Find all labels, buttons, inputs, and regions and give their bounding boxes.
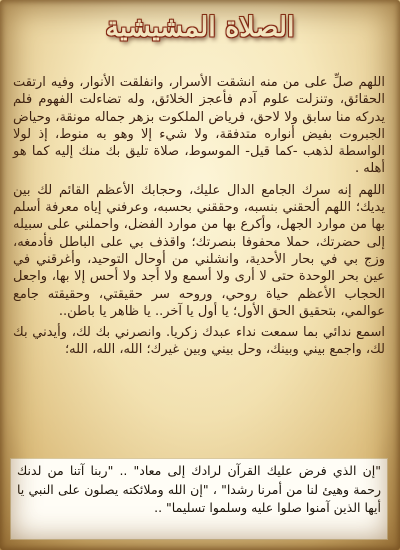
- prayer-paragraph-1: اللهم صلِّ على من منه انشقت الأسرار، وانفلقت الأنوار، وفيه ارتقت الحقائق، وتنزلت علوم آدم فأعجز الخلائق، وله تضاءلت الفهوم فلم يدركه منا سابق ولا لاحق، فرياض الملكوت بزهر جماله مونقة، وحياض الجبروت بفيض أنواره متدفقة، ولا شيء إلا وهو به منوط، إذ لولا الواسطة لذهب -كما قيل- الموسوط، صلاة تليق بك منك إليه كما هو أهله .: [13, 75, 385, 177]
- closing-verses-box: "إن الذي فرض عليك القرآن لرادك إلى معاد" .. "ربنا آتنا من لدنك رحمة وهيئ لنا من أمرنا رشدا" ، "إن الله وملائكته يصلون على النبي يا أيها الذين آمنوا صلوا عليه وسلموا تسليما" ..: [10, 458, 388, 540]
- prayer-paragraph-3: اسمع ندائي بما سمعت نداء عبدك زكريا. وانصرني بك لك، وأيدني بك لك، واجمع بيني وبينك، وحل بيني وبين غيرك؛ الله، الله، الله؛: [13, 325, 385, 358]
- page-title: الصلاة المشيشية: [105, 12, 295, 43]
- prayer-paragraph-2: اللهم إنه سرك الجامع الدال عليك، وحجابك الأعظم القائم لك بين يديك؛ اللهم ألحقني بنسبه، وحققني بحسبه، وعرفني إياه معرفة أسلم بها من موارد الجهل، وأكرع بها من موارد الفضل، واحملني على سبيله إلى حضرتك، حملا محفوفا بنصرتك؛ واقذف بي على الباطل فأدمغه، وزج بي في بحار الأحدية، وانشلني من أوحال التوحيد، وأغرقني في عين بحر الوحدة حتى لا أرى ولا أسمع ولا أجد ولا أحس إلا بها، واجعل الحجاب الأعظم حياة روحي، وروحه سر حقيقتي، وحقيقته جامع عوالمي، بتحقيق الحق الأول؛ يا أول يا آخر.. يا ظاهر يا باطن..: [13, 182, 385, 319]
- prayer-text: [13, 74, 385, 363]
